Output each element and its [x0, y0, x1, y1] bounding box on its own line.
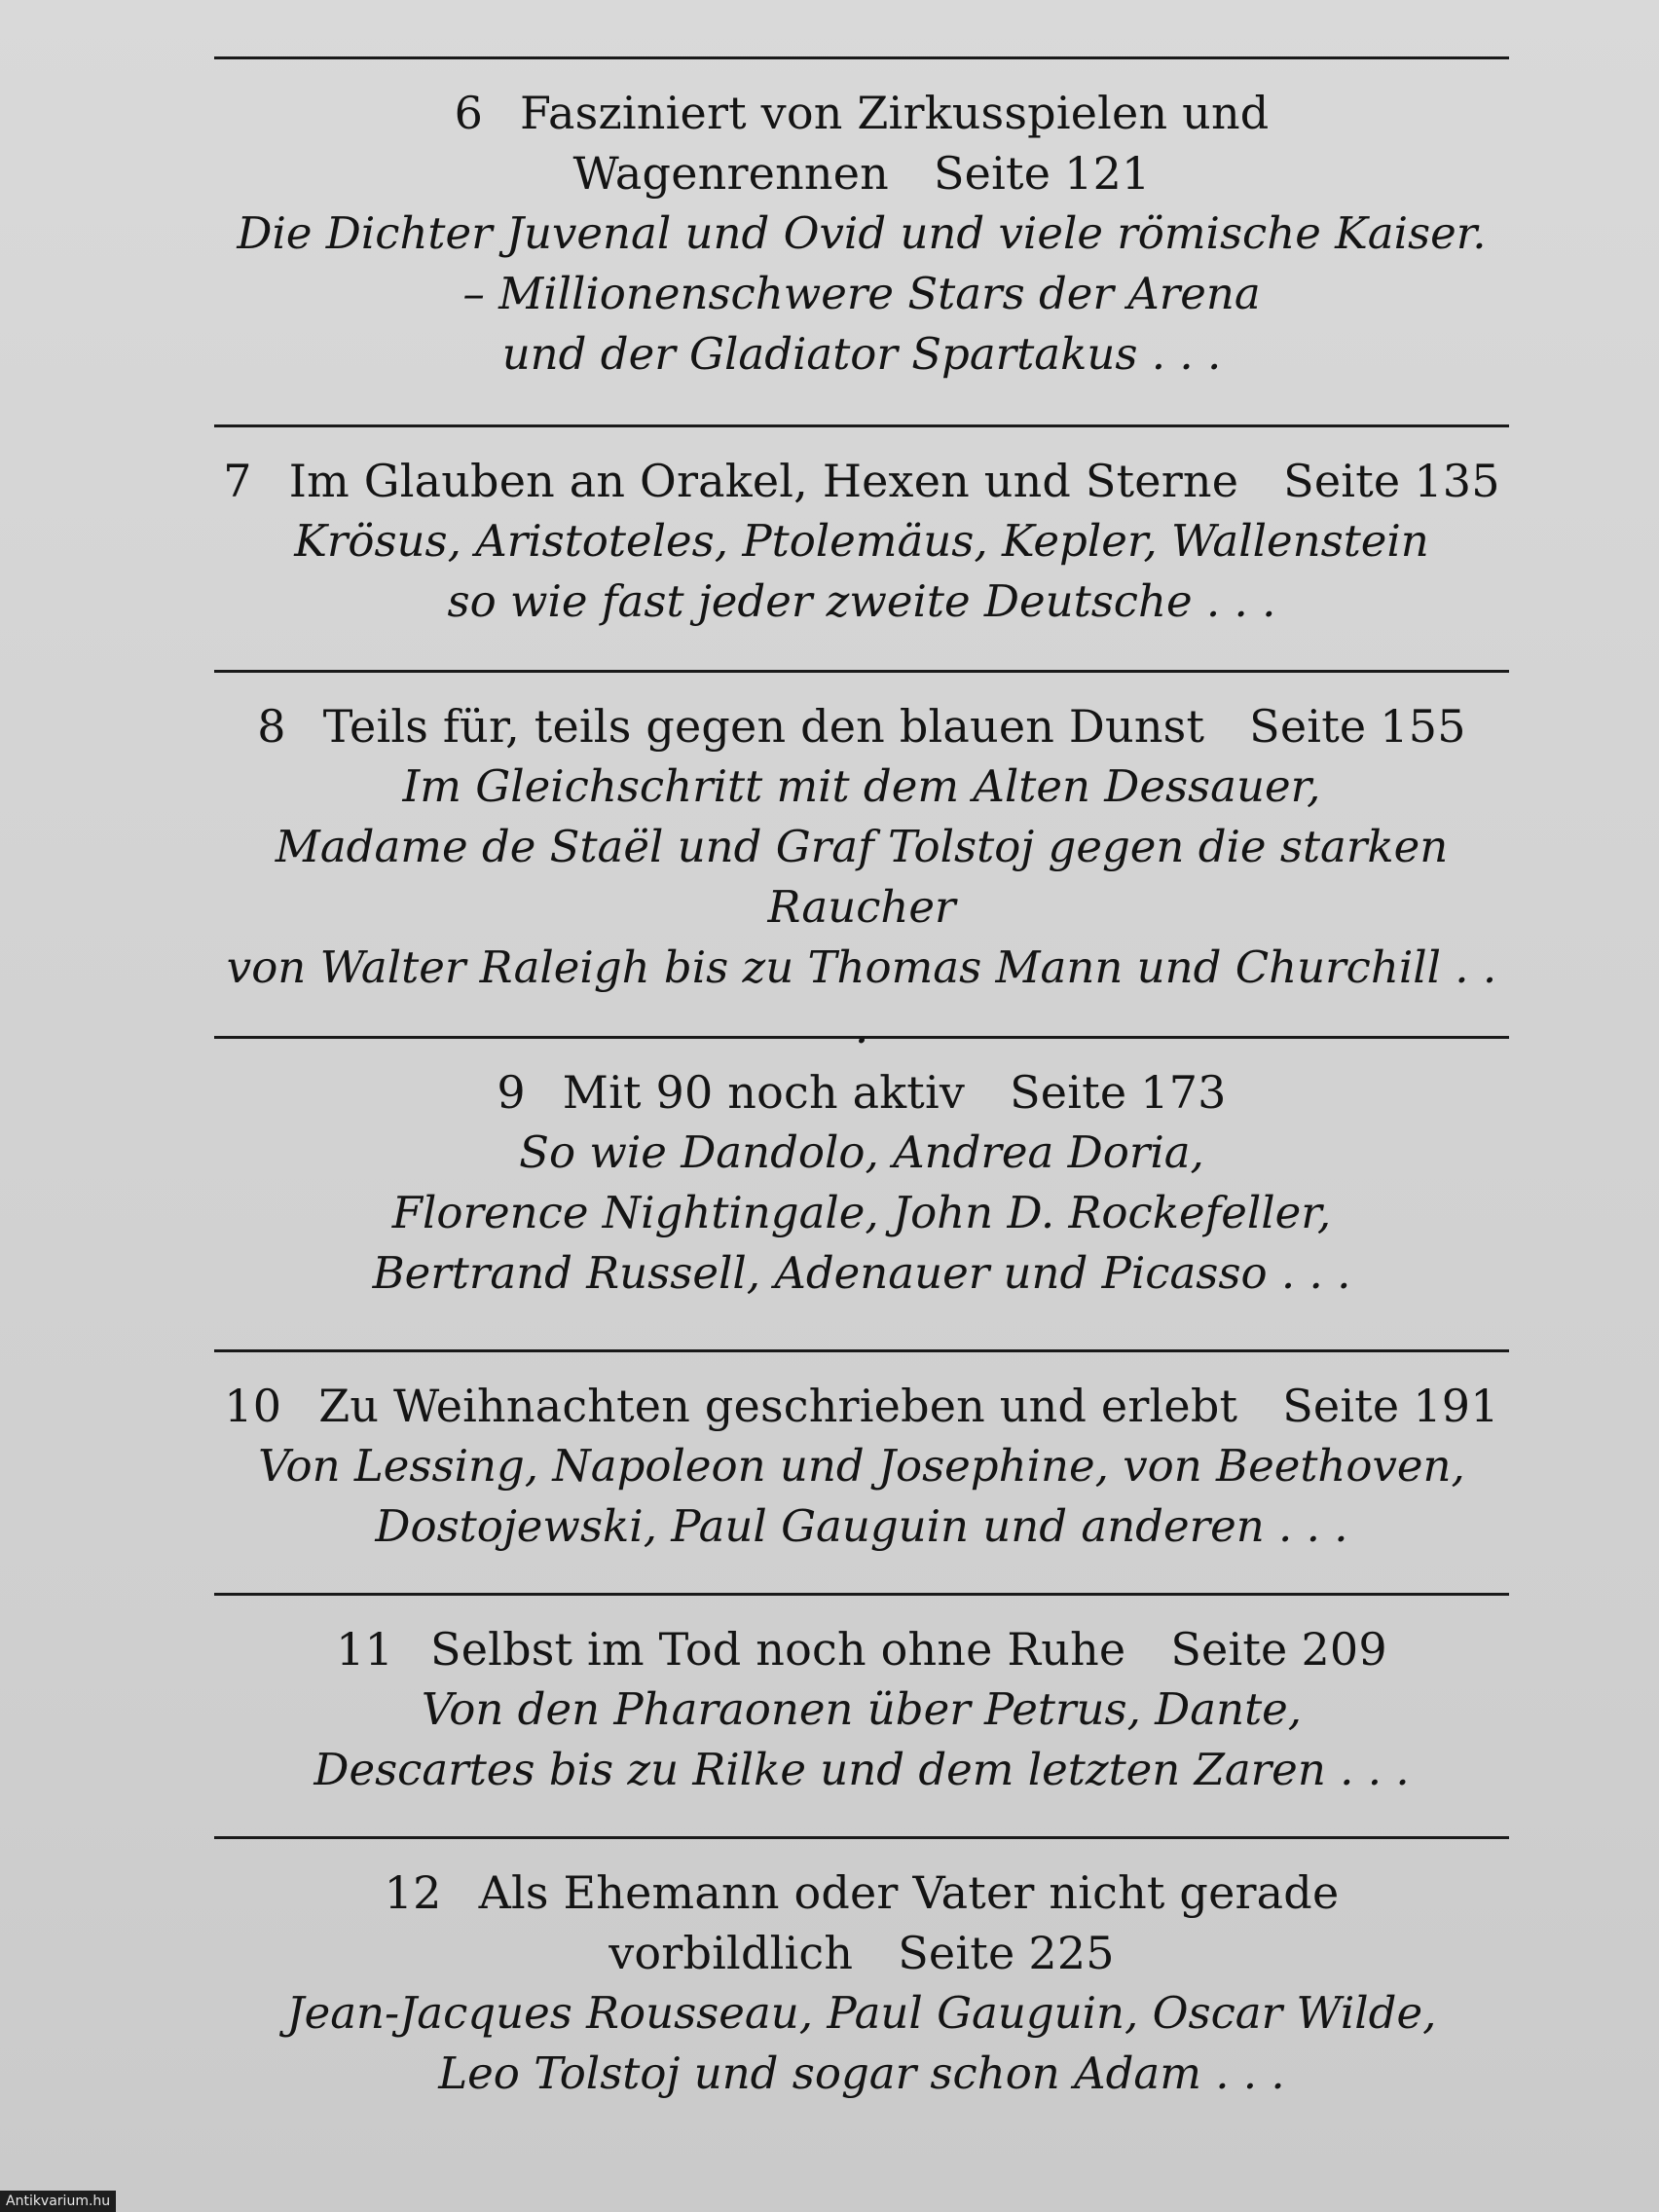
toc-entry-12: [214, 1836, 1509, 2152]
entry-number: 8: [257, 700, 286, 753]
entry-description: [214, 756, 1509, 1058]
entry-description: [214, 1679, 1509, 1800]
description-line: Madame de Staël und Graf Tolstoj gegen die starken: [275, 821, 1449, 872]
seite-label: Seite: [1010, 1066, 1127, 1119]
description-line: und der Gladiator Spartakus . . .: [501, 328, 1222, 380]
entry-title: [214, 696, 1509, 756]
toc-entry-7: [214, 424, 1509, 670]
entry-title-line: Fasziniert von Zirkusspielen und: [520, 87, 1270, 139]
seite-label: Seite: [1283, 455, 1401, 507]
entry-title: [214, 83, 1509, 143]
description-line: Bertrand Russell, Adenauer und Picasso . . .: [372, 1247, 1351, 1299]
seite-label: Seite: [933, 147, 1051, 200]
entry-description: [214, 1123, 1509, 1304]
seite-label: Seite: [1282, 1380, 1400, 1432]
seite-label: Seite: [1170, 1623, 1288, 1676]
page-number: 173: [1140, 1066, 1227, 1119]
description-line: Descartes bis zu Rilke und dem letzten Zaren . . .: [313, 1744, 1410, 1795]
entry-number: 9: [497, 1066, 526, 1119]
entry-title-line: vorbildlich: [608, 1927, 854, 1979]
description-line: Von Lessing, Napoleon und Josephine, von Beethoven,: [258, 1440, 1465, 1492]
description-line: Krösus, Aristoteles, Ptolemäus, Kepler, Wallenstein: [294, 515, 1429, 567]
description-line: Florence Nightingale, John D. Rockefeller,: [391, 1187, 1332, 1238]
entry-description: [214, 203, 1509, 385]
toc-entry-6: [214, 56, 1509, 424]
entry-title: [214, 1062, 1509, 1123]
entry-title-line: Mit 90 noch aktiv: [562, 1066, 966, 1119]
description-line: Die Dichter Juvenal und Ovid und viele römische Kaiser.: [237, 207, 1487, 259]
entry-number: 12: [384, 1866, 442, 1919]
description-line: Im Gleichschritt mit dem Alten Dessauer,: [402, 760, 1321, 812]
entry-title-line: Im Glauben an Orakel, Hexen und Sterne: [288, 455, 1239, 507]
description-line: Von den Pharaonen über Petrus, Dante,: [421, 1683, 1303, 1735]
table-of-contents: [214, 56, 1509, 2152]
watermark: Antikvarium.hu: [0, 2191, 116, 2212]
page-number: 135: [1414, 455, 1500, 507]
entry-title: [214, 1619, 1509, 1679]
entry-description: [214, 1983, 1509, 2104]
description-line: Jean-Jacques Rousseau, Paul Gauguin, Oscar Wilde,: [286, 1987, 1437, 2039]
description-line: so wie fast jeder zweite Deutsche . . .: [447, 575, 1276, 627]
entry-title-continued: [214, 1923, 1509, 1983]
entry-title: [214, 1376, 1509, 1436]
description-line: – Millionenschwere Stars der Arena: [462, 268, 1261, 319]
entry-description: [214, 1436, 1509, 1557]
entry-title-line: Als Ehemann oder Vater nicht gerade: [478, 1866, 1340, 1919]
page-number: 155: [1380, 700, 1466, 753]
page-number: 121: [1064, 147, 1151, 200]
description-line: Raucher: [767, 881, 956, 933]
seite-label: Seite: [898, 1927, 1015, 1979]
description-line: Leo Tolstoj und sogar schon Adam . . .: [438, 2047, 1285, 2099]
description-line: von Walter Raleigh bis zu Thomas Mann und Churchill . . .: [226, 941, 1497, 1053]
entry-number: 7: [223, 455, 252, 507]
entry-title: [214, 451, 1509, 511]
entry-title-line: Selbst im Tod noch ohne Ruhe: [430, 1623, 1126, 1676]
toc-entry-11: [214, 1593, 1509, 1836]
description-line: So wie Dandolo, Andrea Doria,: [519, 1126, 1204, 1178]
page-number: 209: [1301, 1623, 1387, 1676]
entry-title-line: Teils für, teils gegen den blauen Dunst: [322, 700, 1205, 753]
entry-title-line: Zu Weihnachten geschrieben und erlebt: [318, 1380, 1238, 1432]
entry-description: [214, 511, 1509, 632]
toc-entry-8: [214, 670, 1509, 1053]
page-number: 191: [1413, 1380, 1499, 1432]
entry-title-continued: [214, 143, 1509, 203]
entry-number: 10: [224, 1380, 282, 1432]
entry-title: [214, 1862, 1509, 1923]
entry-title-line: Wagenrennen: [572, 147, 889, 200]
toc-entry-9: [214, 1036, 1509, 1349]
entry-number: 11: [336, 1623, 394, 1676]
seite-label: Seite: [1249, 700, 1367, 753]
entry-number: 6: [454, 87, 484, 139]
toc-entry-10: [214, 1349, 1509, 1593]
description-line: Dostojewski, Paul Gauguin und anderen . . .: [375, 1500, 1348, 1552]
page-number: 225: [1028, 1927, 1115, 1979]
